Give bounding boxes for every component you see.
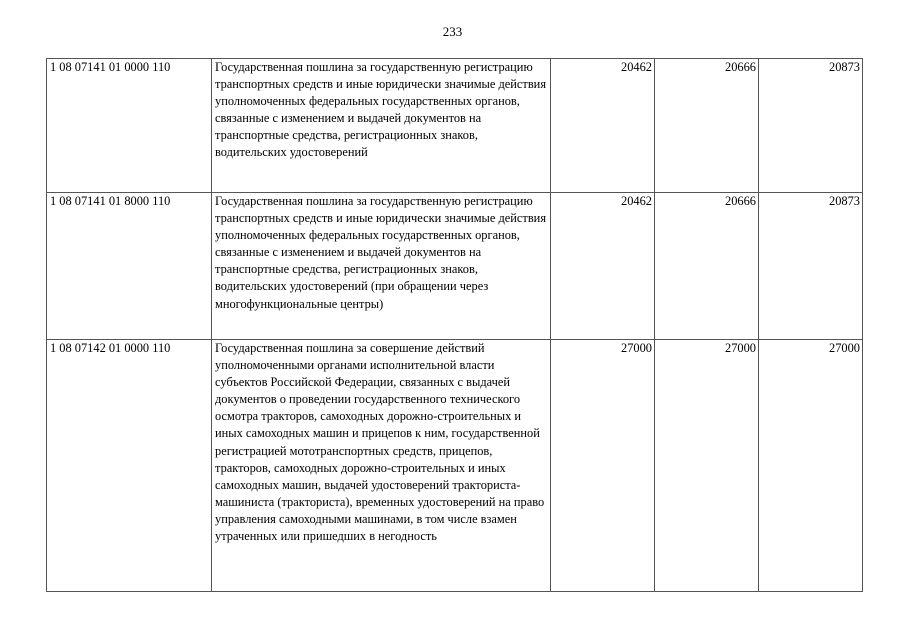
value-year-2-cell: 20666 <box>655 59 759 193</box>
table-row <box>47 193 863 340</box>
revenue-code-cell: 1 08 07141 01 0000 110 <box>47 59 212 193</box>
table-row <box>47 59 863 193</box>
revenue-name-cell: Государственная пошлина за государственную регистрацию транспортных средств и иные юридически значимые действия уполномоченных федеральных государственных органов, связанные с изменением и выдачей документов на транспортные средства, регистрационных знаков, водительских удостоверений (при обращении через многофункциональные центры) <box>212 193 551 340</box>
revenue-code-cell: 1 08 07142 01 0000 110 <box>47 340 212 592</box>
value-year-3-cell: 27000 <box>759 340 863 592</box>
value-year-3-cell: 20873 <box>759 193 863 340</box>
budget-revenue-table <box>46 58 863 592</box>
revenue-name-cell: Государственная пошлина за совершение действий уполномоченными органами исполнительной власти субъектов Российской Федерации, связанных с выдачей документов о проведении государственного технического осмотра тракторов, самоходных дорожно-строительных и иных самоходных машин и прицепов к ним, государственной регистрацией мототранспортных средств, прицепов, тракторов, самоходных дорожно-строительных и иных самоходных машин, выдачей удостоверений тракториста-машиниста (тракториста), временных удостоверений на право управления самоходными машинами, в том числе взамен утраченных или пришедших в негодность <box>212 340 551 592</box>
value-year-1-cell: 20462 <box>551 193 655 340</box>
revenue-name-cell: Государственная пошлина за государственную регистрацию транспортных средств и иные юридически значимые действия уполномоченных федеральных государственных органов, связанные с изменением и выдачей документов на транспортные средства, регистрационных знаков, водительских удостоверений <box>212 59 551 193</box>
value-year-1-cell: 27000 <box>551 340 655 592</box>
value-year-2-cell: 27000 <box>655 340 759 592</box>
value-year-2-cell: 20666 <box>655 193 759 340</box>
value-year-3-cell: 20873 <box>759 59 863 193</box>
table-row <box>47 340 863 592</box>
page-number: 233 <box>442 24 463 39</box>
value-year-1-cell: 20462 <box>551 59 655 193</box>
revenue-code-cell: 1 08 07141 01 8000 110 <box>47 193 212 340</box>
